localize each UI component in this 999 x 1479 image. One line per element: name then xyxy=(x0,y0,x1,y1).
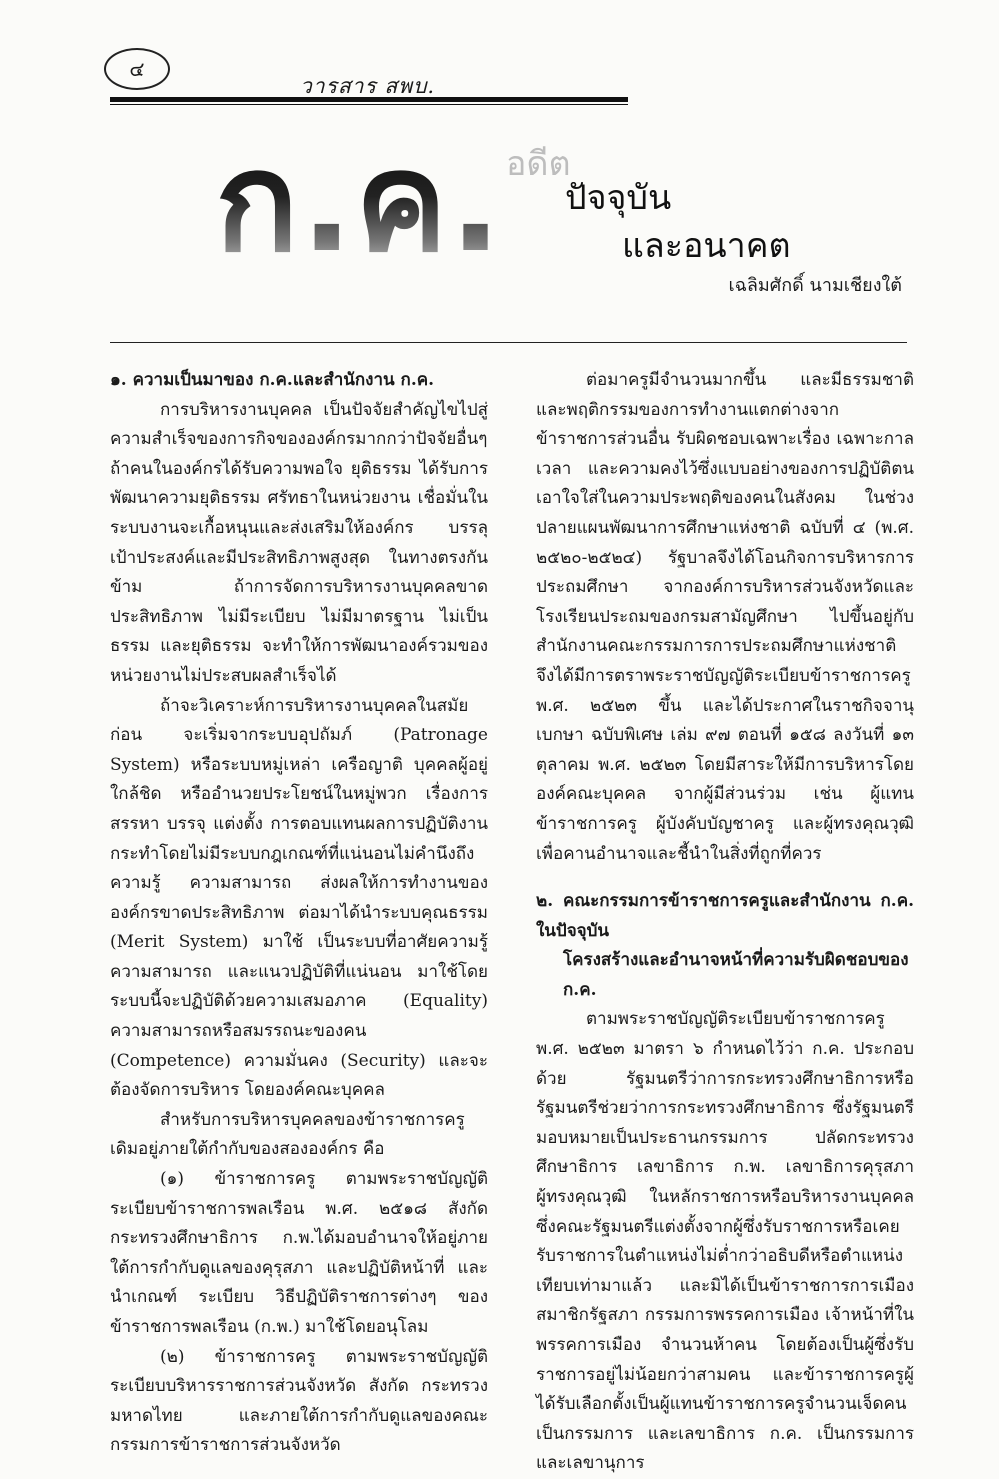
right-column xyxy=(536,366,914,1479)
paragraph: ต่อมาครูมีจำนวนมากขึ้น และมีธรรมชาติและพฤติกรรมของการทำงานแตกต่างจากข้าราชการส่วนอื่น รับผิดชอบเฉพาะเรื่อง เฉพาะกาลเวลา และความคงไว้ซึ่งแบบอย่างของการปฏิบัติตน เอาใจใส่ในความประพฤติของคนในสังคม ในช่วงปลายแผนพัฒนาการศึกษาแห่งชาติ ฉบับที่ ๔ (พ.ศ. ๒๕๒๐-๒๕๒๔) รัฐบาลจึงได้โอนกิจการบริหารการประถมศึกษา จากองค์การบริหารส่วนจังหวัดและโรงเรียนประถมของกรมสามัญศึกษา ไปขึ้นอยู่กับสำนักงานคณะกรรมการการประถมศึกษาแห่งชาติ จึงได้มีการตราพระราชบัญญัติระเบียบข้าราชการครู พ.ศ. ๒๕๒๓ ขึ้น และได้ประกาศในราชกิจจานุเบกษา ฉบับพิเศษ เล่ม ๙๗ ตอนที่ ๑๕๘ ลงวันที่ ๑๓ ตุลาคม พ.ศ. ๒๕๒๓ โดยมีสาระให้มีการบริหารโดยองค์คณะบุคคล จากผู้มีส่วนร่วม เช่น ผู้แทนข้าราชการครู ผู้บังคับบัญชาครู และผู้ทรงคุณวุฒิ เพื่อคานอำนาจและชี้นำในสิ่งที่ถูกที่ควร xyxy=(536,370,914,864)
list-item-2: (๒) ข้าราชการครู ตามพระราชบัญญัติระเบียบบริหารราชการส่วนจังหวัด สังกัด กระทรวงมหาดไทย และภายใต้การกำกับดูแลของคณะกรรมการข้าราชการส่วนจังหวัด xyxy=(110,1346,488,1456)
section-subheading: โครงสร้างและอำนาจหน้าที่ความรับผิดชอบของ ก.ค. xyxy=(563,950,909,1000)
list-item-1: (๑) ข้าราชการครู ตามพระราชบัญญัติระเบียบข้าราชการพลเรือน พ.ศ. ๒๕๑๘ สังกัด กระทรวงศึกษาธิการ ก.พ.ได้มอบอำนาจให้อยู่ภายใต้การกำกับดูแลของคุรุสภา และปฏิบัติหน้าที่ และนำเกณฑ์ ระเบียบ วิธีปฏิบัติราชการต่างๆ ของข้าราชการพลเรือน (ก.พ.) มาใช้โดยอนุโลม xyxy=(110,1169,488,1337)
paragraph: การบริหารงานบุคคล เป็นปัจจัยสำคัญไขไปสู่ความสำเร็จของการกิจขององค์กรมากกว่าปัจจัยอื่นๆ ถ้าคนในองค์กรได้รับความพอใจ ยุติธรรม ได้รับการพัฒนาความยุติธรรม ศรัทธาในหน่วยงาน เชื่อมั่นในระบบงานจะเกื้อหนุนและส่งเสริมให้องค์กร บรรลุเป้าประสงค์และมีประสิทธิภาพสูงสุด ในทางตรงกันข้าม ถ้าการจัดการบริหารงานบุคคลขาดประสิทธิภาพ ไม่มีระเบียบ ไม่มีมาตรฐาน ไม่เป็นธรรม และยุติธรรม จะทำให้การพัฒนาองค์รวมของหน่วยงานไม่ประสบผลสำเร็จได้ xyxy=(110,399,488,686)
section-heading-2: ๒. คณะกรรมการข้าราชการครูและสำนักงาน ก.ค. ในปัจจุบัน xyxy=(536,891,914,941)
header-rule-thin xyxy=(110,104,628,105)
title-line-future: และอนาคต xyxy=(622,226,791,266)
section-heading-1: ๑. ความเป็นมาของ ก.ค.และสำนักงาน ก.ค. xyxy=(110,370,435,390)
article-title-main: ก.ค. xyxy=(215,122,504,283)
title-line-present: ปัจจุบัน xyxy=(565,178,672,218)
author-name: เฉลิมศักดิ์ นามเชียงใต้ xyxy=(728,275,902,296)
journal-name: วารสาร สพบ. xyxy=(300,74,436,98)
header-rule xyxy=(110,97,628,102)
paragraph: ตามพระราชบัญญัติระเบียบข้าราชการครู พ.ศ. ๒๕๒๓ มาตรา ๖ กำหนดไว้ว่า ก.ค. ประกอบด้วย รัฐมนตรีว่าการกระทรวงศึกษาธิการหรือรัฐมนตรีช่วยว่าการกระทรวงศึกษาธิการ ซึ่งรัฐมนตรีมอบหมายเป็นประธานกรรมการ ปลัดกระทรวงศึกษาธิการ เลขาธิการ ก.พ. เลขาธิการคุรุสภา ผู้ทรงคุณวุฒิ ในหลักราชการหรือบริหารงานบุคคล ซึ่งคณะรัฐมนตรีแต่งตั้งจากผู้ซึ่งรับราชการหรือเคยรับราชการในตำแหน่งไม่ต่ำกว่าอธิบดีหรือตำแหน่งเทียบเท่ามาแล้ว และมิได้เป็นข้าราชการการเมือง สมาชิกรัฐสภา กรรมการพรรคการเมือง เจ้าหน้าที่ในพรรคการเมือง จำนวนห้าคน โดยต้องเป็นผู้ซึ่งรับราชการอยู่ไม่น้อยกว่าสามคน และข้าราชการครูผู้ได้รับเลือกตั้งเป็นผู้แทนข้าราชการครูจำนวนเจ็ดคนเป็นกรรมการ และเลขาธิการ ก.ค. เป็นกรรมการและเลขานุการ xyxy=(536,1009,914,1474)
left-column xyxy=(110,366,488,1461)
paragraph: ถ้าจะวิเคราะห์การบริหารงานบุคคลในสมัยก่อน จะเริ่มจากระบบอุปถัมภ์ (Patronage System) หรือระบบหมู่เหล่า เครือญาติ บุคคลผู้อยู่ใกล้ชิด หรืออำนวยประโยชน์ในหมู่พวก เรื่องการสรรหา บรรจุ แต่งตั้ง การตอบแทนผลการปฏิบัติงาน กระทำโดยไม่มีระบบกฎเกณฑ์ที่แน่นอนไม่คำนึงถึงความรู้ ความสามารถ ส่งผลให้การทำงานขององค์กรขาดประสิทธิภาพ ต่อมาได้นำระบบคุณธรรม (Merit System) มาใช้ เป็นระบบที่อาศัยความรู้ความสามารถ และแนวปฏิบัติที่แน่นอน มาใช้โดยระบบนี้จะปฏิบัติด้วยความเสมอภาค (Equality) ความสามารถหรือสมรรถนะของคน (Competence) ความมั่นคง (Security) และจะต้องจัดการบริหาร โดยองค์คณะบุคคล xyxy=(110,695,488,1101)
title-line-past: อดีต xyxy=(506,144,571,184)
paragraph: สำหรับการบริหารบุคคลของข้าราชการครู เดิมอยู่ภายใต้กำกับของสององค์กร คือ xyxy=(110,1109,465,1160)
page-number: ๔ xyxy=(104,48,170,90)
title-divider xyxy=(110,342,907,343)
